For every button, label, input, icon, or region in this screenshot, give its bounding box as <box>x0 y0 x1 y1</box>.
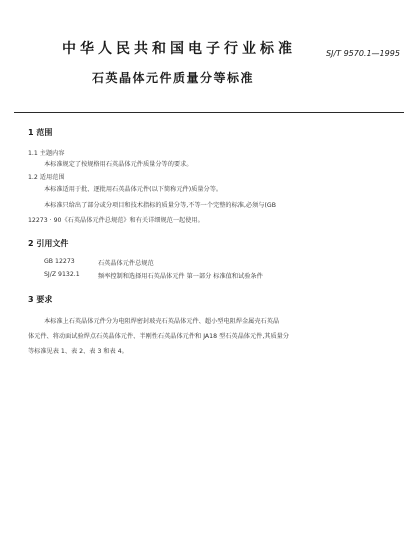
section-1-2-line-3: 12273 · 90《石英晶体元件总规范》和有关详细规范一起使用。 <box>28 217 204 224</box>
reference-2-title: 频率控制和选择用石英晶体元件 第一部分 标准值和试验条件 <box>98 273 263 280</box>
section-1-2-heading: 1.2 适用范围 <box>28 174 65 181</box>
section-1-1-text: 本标准规定了按规格用石英晶体元件质量分等的要求。 <box>44 161 193 168</box>
section-3-line-3: 等标准见表 1、表 2、表 3 和表 4。 <box>28 348 128 355</box>
standard-code: SJ/T 9570.1—1995 <box>326 49 400 58</box>
section-3-heading: 3 要求 <box>28 295 53 304</box>
document-title: 石英晶体元件质量分等标准 <box>92 71 255 85</box>
reference-2-code: SJ/Z 9132.1 <box>44 271 80 278</box>
section-3-line-2: 体元件、将动面试验焊点石英晶体元件、半刚性石英晶体元件和 JA18 型石英晶体元件,其质量分 <box>28 333 290 340</box>
header-rule <box>14 112 404 113</box>
reference-1-title: 石英晶体元件总规范 <box>98 260 154 267</box>
section-1-1-heading: 1.1 主题内容 <box>28 150 65 157</box>
reference-1-code: GB 12273 <box>44 258 75 265</box>
section-1-2-line-1: 本标准适用于批、逐批用石英晶体元件(以下简称元件)质量分等。 <box>44 186 223 193</box>
section-1-2-line-2: 本标准只给出了部分或分项目和技术指标的质量分等,不等一个完整的标准,必须与(GB <box>44 202 276 209</box>
section-3-line-1: 本标准上石英晶体元件分为电阻焊密封玻壳石英晶体元件、超小型电阻焊金属壳石英晶 <box>44 318 280 325</box>
section-2-heading: 2 引用文件 <box>28 239 69 248</box>
issuing-body-title: 中华人民共和国电子行业标准 <box>62 41 296 57</box>
section-1-heading: 1 范围 <box>28 128 53 137</box>
